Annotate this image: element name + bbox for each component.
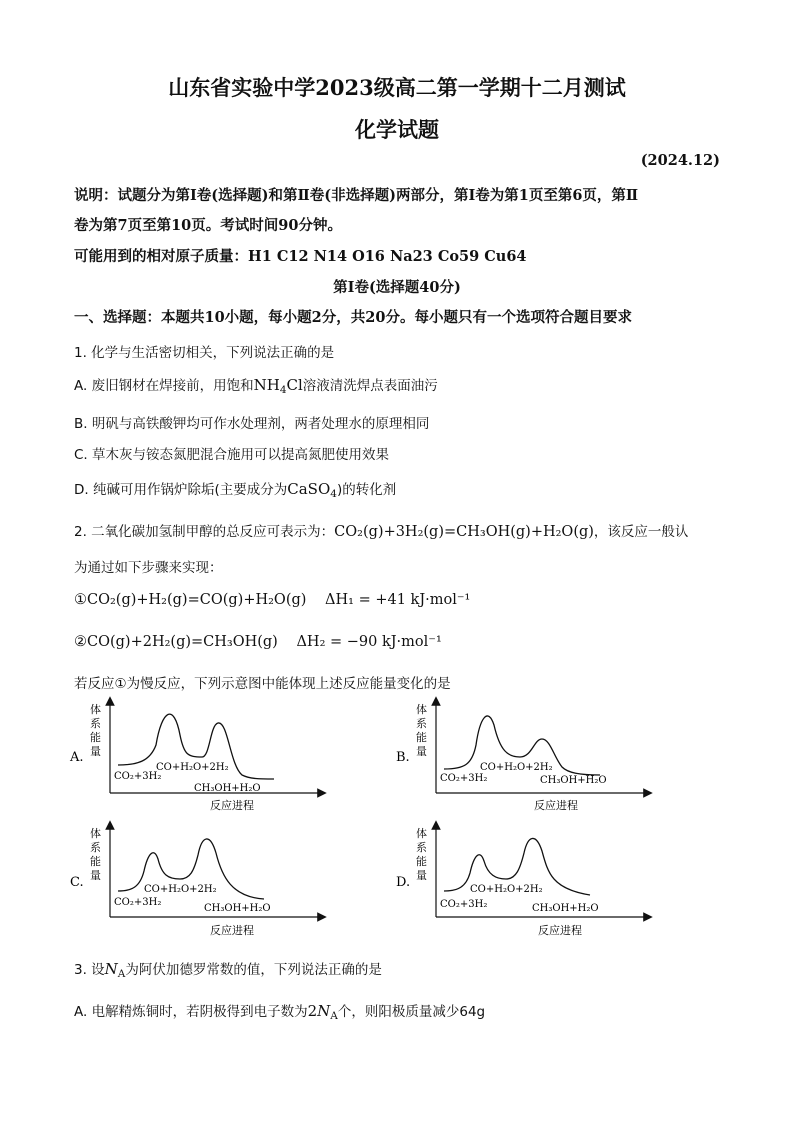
a-reactants: CO₂+3H₂ (114, 771, 162, 782)
a-yaxis-1: 体 (90, 703, 101, 716)
q1-stem: 1. 化学与生活密切相关，下列说法正确的是 (74, 345, 335, 361)
b-xaxis-label: 反应进程 (534, 799, 578, 812)
q1-option-a (74, 374, 438, 394)
option-a-label: A. (70, 750, 84, 765)
c-reactants: CO₂+3H₂ (114, 897, 162, 908)
q2-step2-equation: ②CO(g)+2H₂(g)=CH₃OH(g) (74, 634, 278, 650)
energy-diagrams (60, 695, 740, 945)
q3-stem-pre: 3. 设 (74, 962, 105, 978)
c-yaxis-1: 体 (90, 827, 101, 840)
q2-overall-equation: CO₂(g)+3H₂(g)=CH₃OH(g)+H₂O(g) (334, 524, 594, 540)
section1-header: 一、选择题：本题共10小题，每小题2分，共20分。每小题只有一个选项符合题目要求 (74, 309, 632, 326)
b-yaxis-3: 能 (416, 731, 427, 744)
q3-a-num: 2 (307, 1002, 318, 1020)
q3-option-a (74, 1000, 485, 1020)
q3-a-post: 个，则阳极质量减少64g (337, 1004, 486, 1020)
diagram-c (70, 825, 322, 937)
d-yaxis-2: 系 (416, 841, 427, 854)
q3-a-pre: A. 电解精炼铜时，若阴极得到电子数为 (74, 1004, 308, 1020)
c-yaxis-3: 能 (90, 855, 101, 868)
q2-step1-equation: ①CO₂(g)+H₂(g)=CO(g)+H₂O(g) (74, 592, 307, 608)
q1-a-chem-tail: Cl (286, 376, 303, 394)
d-intermediate: CO+H₂O+2H₂ (470, 884, 543, 895)
a-yaxis-2: 系 (90, 717, 101, 730)
q2-step1-dh: ΔH₁ = +41 kJ·mol⁻¹ (325, 592, 471, 608)
b-yaxis-4: 量 (416, 745, 427, 758)
q1-d-chem-sub: 4 (330, 488, 337, 500)
b-intermediate: CO+H₂O+2H₂ (480, 762, 553, 773)
q1-a-chem-main: NH (253, 376, 280, 394)
diagram-d (396, 825, 648, 937)
q2-stem (74, 520, 688, 540)
b-yaxis-2: 系 (416, 717, 427, 730)
a-yaxis-4: 量 (90, 745, 101, 758)
d-yaxis-4: 量 (416, 869, 427, 882)
q3-stem-post: 为阿伏加德罗常数的值，下列说法正确的是 (125, 962, 382, 978)
d-yaxis-1: 体 (416, 827, 427, 840)
q1-d-chem (287, 480, 337, 498)
d-yaxis-3: 能 (416, 855, 427, 868)
q3-na-sub: A (117, 968, 126, 980)
q2-step1 (74, 592, 470, 608)
b-yaxis-1: 体 (416, 703, 427, 716)
q1-d-post: )的转化剂 (336, 482, 397, 498)
a-intermediate: CO+H₂O+2H₂ (156, 762, 229, 773)
q1-d-pre: D. 纯碱可用作锅炉除垢(主要成分为 (74, 482, 288, 498)
instructions-line1: 说明：试题分为第Ⅰ卷(选择题)和第Ⅱ卷(非选择题)两部分，第Ⅰ卷为第1页至第6页，第Ⅱ (74, 187, 639, 204)
q2-stem-line2: 为通过如下步骤来实现： (74, 560, 223, 576)
b-products: CH₃OH+H₂O (540, 775, 607, 786)
part1-title: 第Ⅰ卷(选择题40分) (333, 279, 461, 296)
exam-date: (2024.12) (640, 152, 720, 169)
d-reactants: CO₂+3H₂ (440, 899, 488, 910)
q1-option-c: C. 草木灰与铵态氮肥混合施用可以提高氮肥使用效果 (74, 447, 390, 463)
option-d-label: D. (396, 875, 411, 890)
q3-stem (74, 958, 382, 978)
q2-step2-dh: ΔH₂ = −90 kJ·mol⁻¹ (296, 634, 442, 650)
a-xaxis-label: 反应进程 (210, 799, 254, 812)
q1-d-chem-main: CaSO (287, 480, 331, 498)
c-yaxis-4: 量 (90, 869, 101, 882)
q1-option-d (74, 478, 396, 498)
q3-na-main: N (104, 960, 118, 978)
atomic-masses: 可能用到的相对原子质量：H1 C12 N14 O16 Na23 Co59 Cu64 (74, 248, 527, 265)
b-reactants: CO₂+3H₂ (440, 773, 488, 784)
exam-title: 山东省实验中学2023级高二第一学期十二月测试 (168, 75, 626, 100)
c-intermediate: CO+H₂O+2H₂ (144, 884, 217, 895)
subject-title: 化学试题 (355, 117, 439, 142)
q1-a-chem-sub: 4 (279, 384, 287, 396)
c-yaxis-2: 系 (90, 841, 101, 854)
q1-a-pre: A. 废旧钢材在焊接前，用饱和 (74, 378, 254, 394)
q1-a-post: 溶液清洗焊点表面油污 (302, 378, 438, 394)
q2-step2 (74, 634, 442, 650)
diagram-a (69, 701, 322, 812)
instructions-line2: 卷为第7页至第10页。考试时间90分钟。 (74, 217, 342, 234)
d-xaxis-label: 反应进程 (538, 924, 582, 937)
diagram-b (396, 701, 648, 812)
q2-prompt: 若反应①为慢反应，下列示意图中能体现上述反应能量变化的是 (74, 676, 451, 692)
q3-a-na-main: N (317, 1002, 331, 1020)
q2-stem-post: ，该反应一般认 (593, 524, 689, 540)
c-products: CH₃OH+H₂O (204, 903, 271, 914)
q2-stem-pre: 2. 二氧化碳加氢制甲醇的总反应可表示为： (74, 524, 335, 540)
q1-a-chem (254, 376, 303, 394)
a-products: CH₃OH+H₂O (194, 783, 261, 794)
q1-option-b: B. 明矾与高铁酸钾均可作水处理剂，两者处理水的原理相同 (74, 416, 430, 432)
option-c-label: C. (70, 875, 84, 890)
option-b-label: B. (396, 750, 410, 765)
c-xaxis-label: 反应进程 (210, 924, 254, 937)
q3-na-symbol (105, 960, 126, 978)
q3-a-na (308, 1002, 338, 1020)
d-products: CH₃OH+H₂O (532, 903, 599, 914)
a-yaxis-3: 能 (90, 731, 101, 744)
q3-a-na-sub: A (330, 1010, 338, 1022)
